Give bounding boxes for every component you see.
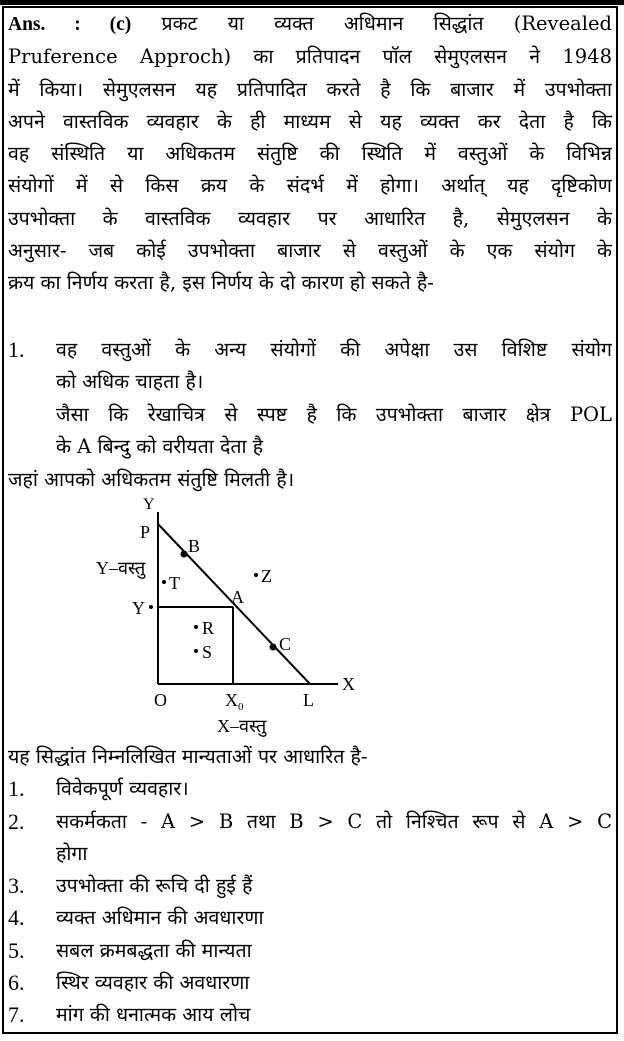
- intro-line-8: अनुसार- जब कोई उपभोक्ता बाजार से वस्तुओं के एक संयोग के: [8, 239, 612, 263]
- assumption-number: 2.: [8, 809, 25, 834]
- x-goods-label: X–वस्तु: [217, 716, 267, 736]
- assumption-text: सकर्मकता - A > B तथा B > C तो निश्चित रूप से A > C: [56, 810, 612, 833]
- y-goods-label: Y–वस्तु: [96, 558, 146, 578]
- assumption-number: 5.: [8, 938, 25, 963]
- assumption-text: उपभोक्ता की रूचि दी हुई हैं: [56, 874, 253, 897]
- p-label: P: [140, 522, 151, 542]
- assumption-2: [8, 806, 612, 870]
- answer-label: Ans. : (c): [8, 14, 132, 35]
- y-axis-label: Y: [143, 496, 155, 513]
- assumption-text: स्थिर व्यवहार की अवधारणा: [56, 971, 250, 994]
- point-z-label: Z: [261, 566, 272, 586]
- point-t-dot: [162, 580, 166, 584]
- point-r-label: R: [202, 618, 215, 638]
- intro-paragraph: [8, 8, 612, 300]
- intro-line-9: क्रय का निर्णय करता है, इस निर्णय के दो कारण हो सकते है-: [8, 271, 434, 295]
- y-mark-dot: [149, 605, 153, 609]
- point-s-label: S: [202, 642, 213, 662]
- assumption-intro: यह सिद्धांत निम्नलिखित मान्यताओं पर आधारित है-: [8, 745, 368, 768]
- assumption-number: 6.: [8, 970, 25, 995]
- intro-line-5: वह संस्थिति या अधिकतम संतुष्टि की स्थिति में वस्तुओं के विभिन्न: [8, 142, 612, 166]
- after-reason: जहां आपको अधिकतम संतुष्टि मिलती है।: [8, 468, 295, 491]
- point-b-label: B: [188, 536, 201, 556]
- intro-line-4: अपने वास्तविक व्यवहार के ही माध्यम से यह व्यक्त कर देता है कि: [8, 109, 612, 133]
- x-axis-label: X: [342, 674, 355, 694]
- assumption-number: 7.: [8, 1002, 25, 1027]
- y-mark-label: Y: [132, 598, 145, 618]
- top-rule: [0, 0, 624, 5]
- intro-line-3: में किया। सेमुएलसन यह प्रतिपादित करते है कि बाजार में उपभोक्ता: [8, 77, 612, 101]
- intro-line-7: उपभोक्ता के वास्तविक व्यवहार पर आधारित है, सेमुएलसन के: [8, 206, 612, 230]
- l-label: L: [303, 690, 314, 710]
- reason-line-2: को अधिक चाहता है।: [56, 370, 204, 393]
- assumption-text: व्यक्त अधिमान की अवधारणा: [56, 906, 264, 929]
- point-c-dot: [270, 644, 277, 651]
- point-s-dot: [194, 649, 198, 653]
- point-z-dot: [254, 573, 258, 577]
- x-mark-label: $X_0$: [225, 690, 244, 713]
- assumption-number: 1.: [8, 776, 25, 801]
- origin-label: O: [154, 690, 167, 710]
- intro-line-2: Pruference Approch) का प्रतिपादन पॉल सेमुएलसन ने 1948: [8, 45, 612, 69]
- assumption-text: मांग की धनात्मक आय लोच: [56, 1003, 251, 1026]
- reason-item-1: [8, 334, 612, 464]
- reason-line-4: के A बिन्दु को वरीयता देता है: [56, 435, 264, 458]
- point-t-label: T: [169, 573, 180, 593]
- reason-line-1: वह वस्तुओं के अन्य संयोगों की अपेक्षा उस विशिष्ट संयोग: [56, 338, 612, 361]
- assumption-number: 3.: [8, 873, 25, 898]
- reason-line-3: जैसा कि रेखाचित्र से स्पष्ट है कि उपभोक्ता बाजार क्षेत्र POL: [56, 403, 612, 426]
- point-r-dot: [194, 625, 198, 629]
- reason-number: 1.: [8, 337, 25, 362]
- point-a-label: A: [231, 587, 244, 607]
- point-c-label: C: [279, 634, 292, 654]
- intro-line-6: संयोगों में से किस क्रय के संदर्भ में होगा। अर्थात् यह दृष्टिकोण: [8, 174, 612, 198]
- assumption-text: सबल क्रमबद्धता की मान्यता: [56, 939, 252, 962]
- assumption-number: 4.: [8, 905, 25, 930]
- point-b-dot: [181, 551, 188, 558]
- assumption-text: विवेकपूर्ण व्यवहार।: [56, 777, 189, 800]
- intro-line-1: Ans. : (c) प्रकट या व्यक्त अधिमान सिद्धांत (Revealed: [8, 12, 612, 35]
- preference-diagram: [0, 492, 624, 742]
- assumption-text-cont: होगा: [56, 842, 88, 865]
